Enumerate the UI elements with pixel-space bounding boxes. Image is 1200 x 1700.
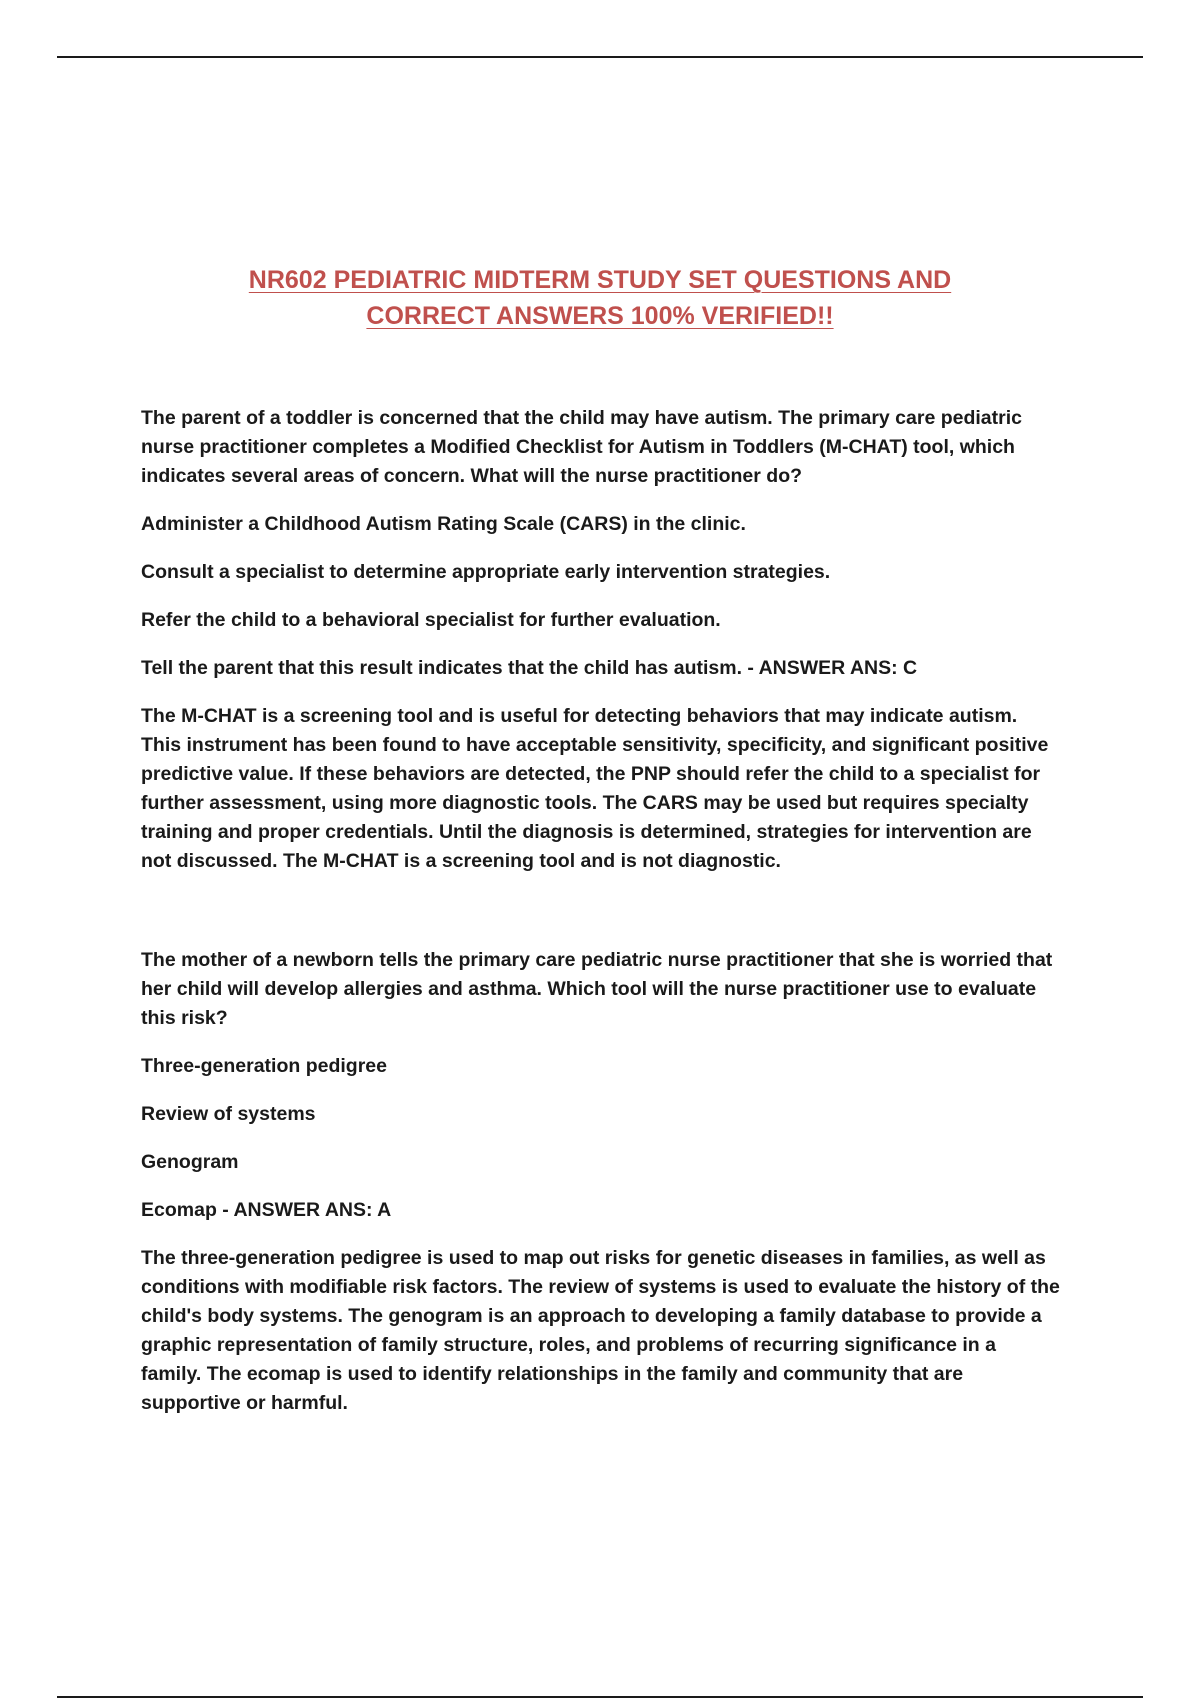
answer-option: Review of systems bbox=[141, 1103, 316, 1125]
question-block-1 bbox=[141, 404, 1061, 876]
answer-option: Administer a Childhood Autism Rating Scale (CARS) in the clinic. bbox=[141, 513, 746, 535]
answer-option: Genogram bbox=[141, 1151, 239, 1173]
answer-option: Tell the parent that this result indicates that the child has autism. - ANSWER ANS: C bbox=[141, 657, 918, 679]
footer-rule bbox=[57, 1696, 1143, 1698]
title-line-1: NR602 PEDIATRIC MIDTERM STUDY SET QUESTIONS AND bbox=[248, 266, 952, 294]
rationale-text: The M-CHAT is a screening tool and is useful for detecting behaviors that may indicate autism. This instrument has been found to have acceptable sensitivity, specificity, and significant positive predictive value. If these behaviors are detected, the PNP should refer the child to a specialist for further assessment, using more diagnostic tools. The CARS may be used but requires specialty training and proper credentials. Until the diagnosis is determined, strategies for intervention are not discussed. The M-CHAT is a screening tool and is not diagnostic. bbox=[141, 705, 1049, 872]
document-title bbox=[140, 262, 1060, 334]
rationale-text: The three-generation pedigree is used to map out risks for genetic diseases in families, as well as conditions with modifiable risk factors. The review of systems is used to evaluate the history of the child's body systems. The genogram is an approach to developing a family database to provide a graphic representation of family structure, roles, and problems of recurring significance in a family. The ecomap is used to identify relationships in the family and community that are supportive or harmful. bbox=[141, 1247, 1060, 1414]
question-text: The mother of a newborn tells the primary care pediatric nurse practitioner that she is worried that her child will develop allergies and asthma. Which tool will the nurse practitioner use to evaluate this risk? bbox=[141, 949, 1053, 1029]
header-rule bbox=[57, 56, 1143, 58]
question-block-2 bbox=[141, 946, 1061, 1418]
document-body bbox=[141, 404, 1061, 1437]
answer-option: Three-generation pedigree bbox=[141, 1055, 387, 1077]
answer-option: Ecomap - ANSWER ANS: A bbox=[141, 1199, 392, 1221]
question-spacer bbox=[141, 895, 1061, 946]
question-text: The parent of a toddler is concerned that the child may have autism. The primary care pediatric nurse practitioner completes a Modified Checklist for Autism in Toddlers (M-CHAT) tool, which indicates several areas of concern. What will the nurse practitioner do? bbox=[141, 407, 1022, 487]
title-line-2: CORRECT ANSWERS 100% VERIFIED!! bbox=[366, 302, 834, 330]
answer-option: Refer the child to a behavioral specialist for further evaluation. bbox=[141, 609, 721, 631]
answer-option: Consult a specialist to determine appropriate early intervention strategies. bbox=[141, 561, 831, 583]
